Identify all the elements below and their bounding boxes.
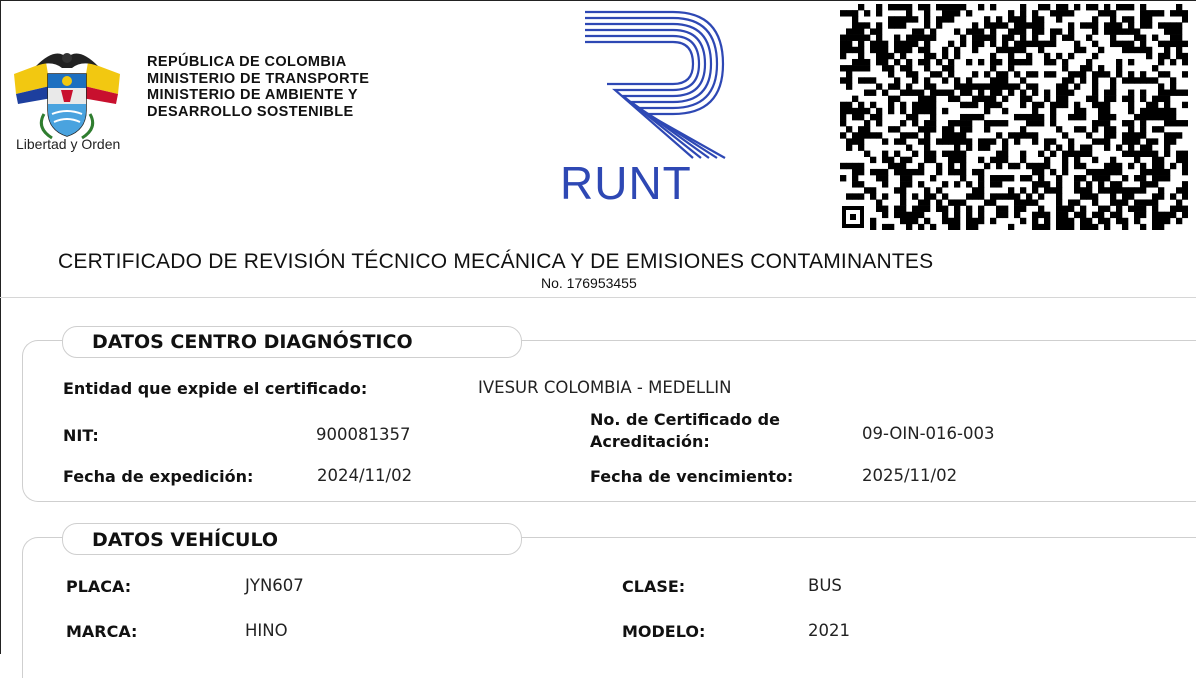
brand-label: MARCA: (66, 622, 138, 641)
ministry-line: REPÚBLICA DE COLOMBIA (147, 54, 347, 70)
accreditation-label-line: No. de Certificado de (590, 410, 780, 429)
ministry-line: MINISTERIO DE TRANSPORTE (147, 70, 370, 87)
nit-label: NIT: (63, 426, 99, 445)
runt-logo-icon (555, 8, 755, 168)
certificate-number: No. 176953455 (541, 275, 637, 291)
certificate-title: CERTIFICADO DE REVISIÓN TÉCNICO MECÁNICA Y DE EMISIONES CONTAMINANTES (58, 250, 934, 273)
ministries-block (147, 54, 369, 120)
nit-value: 900081357 (316, 425, 411, 444)
left-border (0, 0, 1, 654)
issue-date-value: 2024/11/02 (317, 466, 413, 485)
model-value: 2021 (808, 621, 850, 640)
colombia-coat-of-arms-icon (6, 44, 128, 144)
top-border (0, 0, 1196, 1)
issue-date-label: Fecha de expedición: (63, 467, 254, 486)
accreditation-label (590, 409, 780, 453)
vehicle-heading: DATOS VEHÍCULO (92, 529, 279, 551)
runt-wordmark: RUNT (560, 157, 692, 209)
entity-value: IVESUR COLOMBIA - MEDELLIN (478, 378, 732, 397)
vehicle-section (22, 537, 1196, 678)
ministry-line: MINISTERIO DE AMBIENTE Y (147, 87, 359, 103)
class-label: CLASE: (622, 577, 686, 596)
model-label: MODELO: (622, 622, 706, 641)
motto-text: Libertad y Orden (16, 136, 121, 152)
plate-label: PLACA: (66, 577, 132, 596)
diagnostic-center-heading: DATOS CENTRO DIAGNÓSTICO (92, 331, 413, 353)
entity-label: Entidad que expide el certificado: (63, 379, 368, 398)
expiry-date-value: 2025/11/02 (862, 466, 958, 485)
qr-code-icon (840, 4, 1188, 230)
ministry-line: DESARROLLO SOSTENIBLE (147, 103, 354, 120)
accreditation-label-line: Acreditación: (590, 432, 710, 451)
brand-value: HINO (245, 621, 288, 640)
expiry-date-label: Fecha de vencimiento: (590, 467, 794, 486)
class-value: BUS (808, 576, 842, 595)
plate-value: JYN607 (245, 576, 304, 595)
divider (0, 297, 1196, 298)
accreditation-value: 09-OIN-016-003 (862, 424, 995, 443)
